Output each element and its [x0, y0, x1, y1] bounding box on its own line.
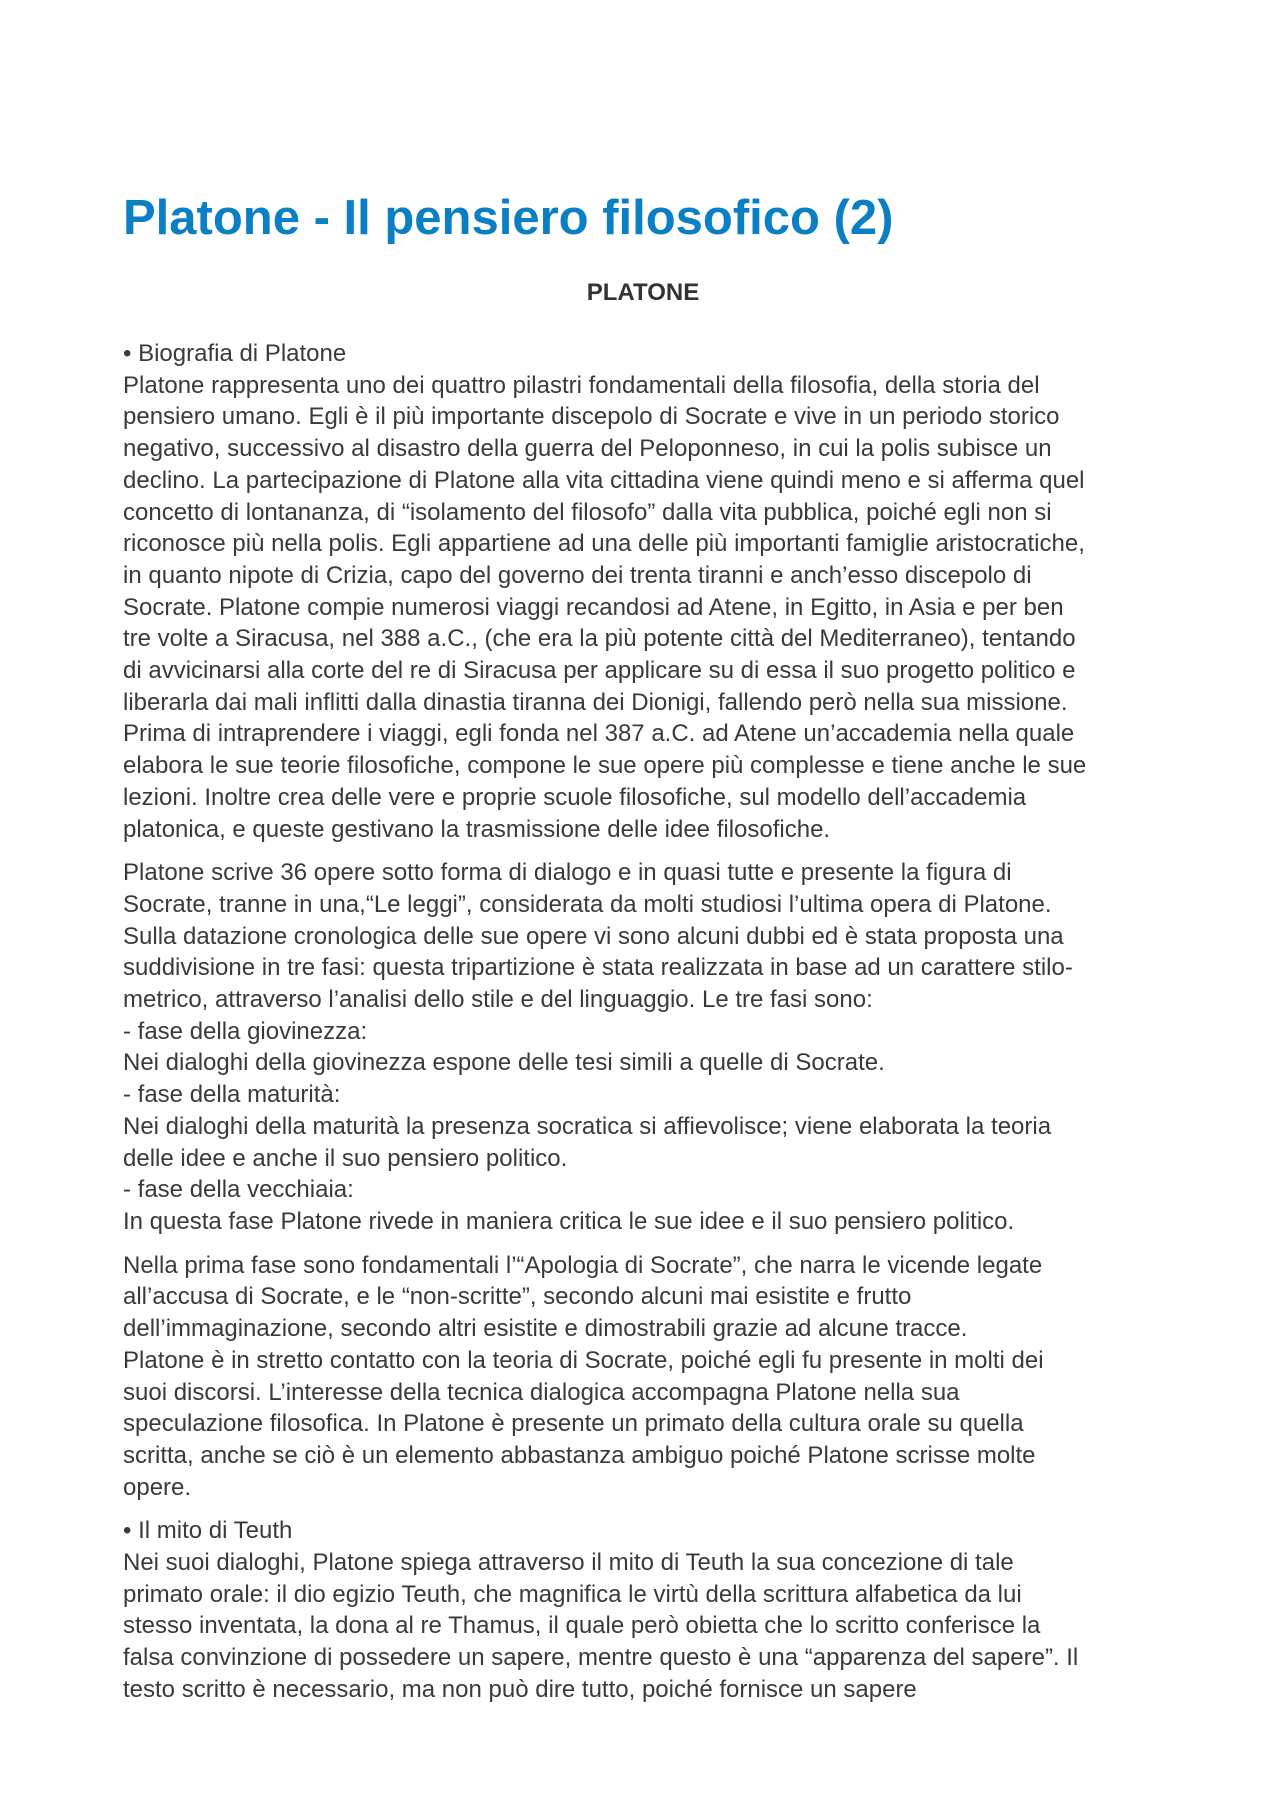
text-line: Nella prima fase sono fondamentali l’“Apologia di Socrate”, che narra le vicende legate: [123, 1251, 1043, 1279]
text-line: riconosce più nella polis. Egli appartiene ad una delle più importanti famiglie aristocratiche,: [123, 530, 1085, 558]
text-line: tre volte a Siracusa, nel 388 a.C., (che era la più potente città del Mediterraneo), tentando: [123, 625, 1076, 653]
text-line: suddivisione in tre fasi: questa tripartizione è stata realizzata in base ad un carattere stilo-: [123, 954, 1073, 982]
text-line: stesso inventata, la dona al re Thamus, il quale però obietta che lo scritto conferisce la: [123, 1612, 1041, 1640]
text-line: Prima di intraprendere i viaggi, egli fonda nel 387 a.C. ad Atene un’accademia nella quale: [123, 720, 1075, 748]
text-line: opere.: [123, 1473, 192, 1501]
paragraph-gap: [123, 845, 1183, 857]
text-line: all’accusa di Socrate, e le “non-scritte”, secondo alcuni mai esistite e frutto: [123, 1283, 912, 1311]
text-line: pensiero umano. Egli è il più importante discepolo di Socrate e vive in un periodo storico: [123, 403, 1060, 431]
text-line: Nei dialoghi della maturità la presenza socratica si affievolisce; viene elaborata la teoria: [123, 1112, 1052, 1140]
text-line: testo scritto è necessario, ma non può dire tutto, poiché fornisce un sapere: [123, 1675, 917, 1703]
document-title: Platone - Il pensiero filosofico (2): [123, 191, 894, 245]
text-line: speculazione filosofica. In Platone è presente un primato della cultura orale su quella: [123, 1410, 1024, 1438]
text-line: negativo, successivo al disastro della guerra del Peloponneso, in cui la polis subisce un: [123, 435, 1052, 463]
paragraph-gap: [123, 1238, 1183, 1250]
text-line: • Biografia di Platone: [123, 340, 347, 367]
text-line: Platone scrive 36 opere sotto forma di dialogo e in quasi tutte e presente la figura di: [123, 859, 1012, 887]
text-line: di avvicinarsi alla corte del re di Siracusa per applicare su di essa il suo progetto politico e: [123, 657, 1076, 685]
text-line: lezioni. Inoltre crea delle vere e proprie scuole filosofiche, sul modello dell’accademia: [123, 783, 1027, 811]
text-line: Sulla datazione cronologica delle sue opere vi sono alcuni dubbi ed è stata proposta una: [123, 922, 1064, 950]
text-line: primato orale: il dio egizio Teuth, che magnifica le virtù della scrittura alfabetica da lui: [123, 1580, 1022, 1608]
text-line: liberarla dai mali inflitti dalla dinastia tiranna dei Dionigi, fallendo però nella sua missione.: [123, 688, 1068, 716]
text-line: elabora le sue teorie filosofiche, compone le sue opere più complesse e tiene anche le sue: [123, 752, 1087, 780]
text-line: concetto di lontananza, di “isolamento del filosofo” dalla vita pubblica, poiché egli non si: [123, 498, 1052, 526]
text-line: in quanto nipote di Crizia, capo del governo dei trenta tiranni e anch’esso discepolo di: [123, 561, 1032, 589]
text-line: Platone è in stretto contatto con la teoria di Socrate, poiché egli fu presente in molti dei: [123, 1346, 1044, 1374]
text-line: suoi discorsi. L’interesse della tecnica dialogica accompagna Platone nella sua: [123, 1378, 960, 1406]
text-line: metrico, attraverso l’analisi dello stile e del linguaggio. Le tre fasi sono:: [123, 986, 873, 1014]
text-line: • Il mito di Teuth: [123, 1517, 293, 1545]
text-line: platonica, e queste gestivano la trasmissione delle idee filosofiche.: [123, 815, 831, 843]
text-line: - fase della maturità:: [123, 1081, 341, 1109]
document-body: [123, 338, 1183, 1706]
text-line: Platone rappresenta uno dei quattro pilastri fondamentali della filosofia, della storia del: [123, 371, 1040, 399]
text-line: Nei suoi dialoghi, Platone spiega attraverso il mito di Teuth la sua concezione di tale: [123, 1549, 1014, 1577]
text-line: Socrate, tranne in una,“Le leggi”, considerata da molti studiosi l’ultima opera di Platone.: [123, 890, 1052, 918]
text-line: In questa fase Platone rivede in maniera critica le sue idee e il suo pensiero politico.: [123, 1207, 1015, 1235]
text-line: - fase della vecchiaia:: [123, 1176, 354, 1204]
section-heading: PLATONE: [586, 279, 700, 306]
text-line: - fase della giovinezza:: [123, 1017, 368, 1045]
text-line: scritta, anche se ciò è un elemento abbastanza ambiguo poiché Platone scrisse molte: [123, 1441, 1036, 1469]
text-line: falsa convinzione di possedere un sapere, mentre questo è una “apparenza del sapere”. Il: [123, 1644, 1079, 1672]
paragraph-gap: [123, 1503, 1183, 1515]
text-line: Socrate. Platone compie numerosi viaggi recandosi ad Atene, in Egitto, in Asia e per ben: [123, 593, 1064, 621]
text-line: delle idee e anche il suo pensiero politico.: [123, 1144, 568, 1172]
text-line: Nei dialoghi della giovinezza espone delle tesi simili a quelle di Socrate.: [123, 1049, 885, 1077]
text-line: dell’immaginazione, secondo altri esistite e dimostrabili grazie ad alcune tracce.: [123, 1315, 968, 1343]
text-line: declino. La partecipazione di Platone alla vita cittadina viene quindi meno e si afferma quel: [123, 466, 1085, 494]
